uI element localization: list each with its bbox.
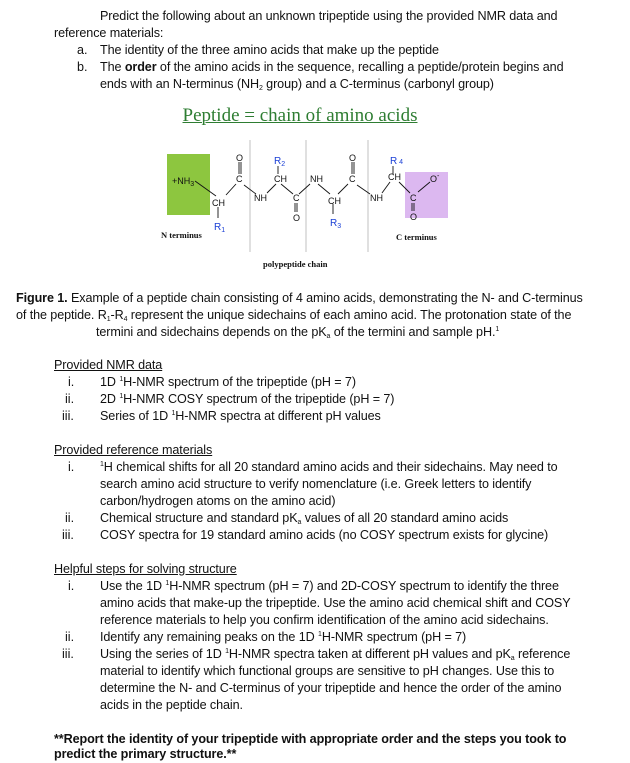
- svg-text:C: C: [349, 174, 356, 184]
- text: H-NMR spectrum (pH = 7) and 2D-COSY spectrum to identify the three: [169, 579, 559, 593]
- order-emphasis: order: [124, 60, 157, 74]
- step-1-line-2: amino acids that make-up the tripeptide. Use the amino acid chemical shift and COSY: [100, 596, 571, 610]
- c-terminus-label: C terminus: [396, 232, 437, 242]
- text: termini and sidechains depends on the pK: [96, 325, 327, 339]
- svg-text:R1: $R_1$: [214, 222, 226, 234]
- steps-heading: Helpful steps for solving structure: [54, 562, 237, 576]
- question-b-line-2: [100, 76, 494, 93]
- svg-text:C: C: [293, 193, 300, 203]
- text: -R: [110, 308, 124, 322]
- nmr-item-3: [100, 408, 381, 425]
- list-marker: i.: [68, 375, 75, 389]
- list-marker: i.: [68, 460, 75, 474]
- text: of the amino acids in the sequence, recalling a peptide/protein begins and: [156, 60, 564, 74]
- text: The: [100, 60, 125, 74]
- svg-text:O: O: [410, 212, 418, 222]
- figure-title: Peptide = chain of amino acids: [182, 105, 418, 126]
- text: Identify any remaining peaks on the 1D: [100, 630, 319, 644]
- subscript: 1: [106, 316, 111, 323]
- superscript: 1: [119, 393, 124, 400]
- subscript: 4: [123, 316, 128, 323]
- nh3-group: $+NH_3$: [172, 176, 195, 188]
- step-1: [100, 578, 559, 595]
- svg-text:O: O: [349, 153, 357, 163]
- text: H-NMR spectrum of the tripeptide (pH = 7): [123, 375, 356, 389]
- superscript: 1: [100, 461, 104, 468]
- text: reference: [514, 647, 571, 661]
- intro-line-1: Predict the following about an unknown tripeptide using the provided NMR data and: [100, 9, 558, 23]
- svg-text:C: C: [236, 174, 243, 184]
- superscript: 1: [165, 580, 170, 587]
- list-marker: a.: [77, 43, 88, 57]
- step-2: [100, 629, 466, 646]
- reference-heading: Provided reference materials: [54, 443, 213, 457]
- step-1-line-3: reference materials to help you confirm identification of the amino acid sidechains.: [100, 613, 549, 627]
- polypeptide-chain-label: polypeptide chain: [263, 259, 328, 269]
- reference-item-3: COSY spectra for 19 standard amino acids (no COSY spectrum exists for glycine): [100, 528, 549, 542]
- reference-item-2: [100, 510, 508, 527]
- caption-label: Figure 1.: [16, 291, 68, 305]
- superscript: 1: [119, 376, 124, 383]
- text: of the peptide. R: [16, 308, 107, 322]
- intro-line-2: reference materials:: [54, 26, 164, 40]
- list-marker: iii.: [62, 528, 74, 542]
- text: Chemical structure and standard pK: [100, 511, 298, 525]
- figure-caption-line-2: [16, 307, 571, 324]
- text: H chemical shifts for all 20 standard amino acids and their sidechains. May need to: [103, 460, 558, 474]
- peptide-structure-svg: [150, 100, 450, 275]
- nmr-item-2: [100, 391, 394, 408]
- step-3-line-3: determine the N- and C-terminus of your tripeptide and hence the order of the amino: [100, 681, 562, 695]
- text: ends with an N-terminus (NH: [100, 77, 259, 91]
- final-instruction-line-1: **Report the identity of your tripeptide with appropriate order and the steps you took to: [54, 732, 567, 746]
- svg-text:CH: CH: [212, 198, 225, 208]
- svg-text:O: O: [236, 153, 244, 163]
- text: H-NMR COSY spectrum of the tripeptide (pH = 7): [123, 392, 395, 406]
- svg-text:NH: NH: [254, 193, 267, 203]
- text: Example of a peptide chain consisting of 4 amino acids, demonstrating the N- and C-terminus: [67, 291, 583, 305]
- text: H-NMR spectra at different pH values: [175, 409, 381, 423]
- text: 1D: [100, 375, 120, 389]
- svg-text:R 4: R 4: [390, 156, 404, 167]
- svg-text:NH: NH: [370, 193, 383, 203]
- final-instruction-line-2: predict the primary structure.**: [54, 747, 237, 761]
- list-marker: ii.: [65, 630, 75, 644]
- svg-text:CH: CH: [274, 174, 287, 184]
- subscript: a: [297, 519, 302, 526]
- nmr-item-1: [100, 374, 356, 391]
- svg-text:R3: $R_3$: [330, 218, 342, 230]
- list-marker: b.: [77, 60, 88, 74]
- nmr-data-heading: Provided NMR data: [54, 358, 163, 372]
- list-marker: ii.: [65, 511, 75, 525]
- step-3-line-2: material to identify which functional groups are sensitive to pH changes. Use this to: [100, 664, 555, 678]
- svg-text:C: C: [410, 193, 417, 203]
- text: Using the series of 1D: [100, 647, 226, 661]
- list-marker: iii.: [62, 647, 74, 661]
- superscript: 1: [171, 410, 176, 417]
- svg-text:R2: $R_2$: [274, 156, 286, 168]
- list-marker: i.: [68, 579, 75, 593]
- subscript: a: [326, 333, 331, 340]
- question-a: The identity of the three amino acids that make up the peptide: [100, 43, 439, 57]
- subscript: 2: [258, 85, 263, 92]
- list-marker: ii.: [65, 392, 75, 406]
- figure-caption-line-1: [16, 290, 583, 307]
- subscript: a: [510, 655, 515, 662]
- text: 2D: [100, 392, 120, 406]
- svg-text:CH: CH: [328, 196, 341, 206]
- svg-text:O: O: [293, 213, 301, 223]
- reference-item-1-line-2: search amino acid structure to verify nomenclature (i.e. Greek letters to identify: [100, 477, 532, 491]
- text: values of all 20 standard amino acids: [301, 511, 509, 525]
- text: Use the 1D: [100, 579, 166, 593]
- list-marker: iii.: [62, 409, 74, 423]
- step-3-line-4: acids in the peptide chain.: [100, 698, 243, 712]
- reference-item-1: [100, 459, 558, 476]
- reference-item-1-line-3: carbon/hydrogen atoms on the amino acid): [100, 494, 336, 508]
- n-terminus-label: N terminus: [161, 230, 202, 240]
- superscript: 1: [225, 648, 229, 655]
- svg-text:O-: O-: [430, 173, 440, 184]
- text: of the termini and sample pH.: [330, 325, 496, 339]
- svg-text:CH: CH: [388, 172, 401, 182]
- step-3: [100, 646, 570, 663]
- question-b: [100, 59, 564, 76]
- footnote-ref: 1: [495, 326, 500, 333]
- text: group) and a C-terminus (carbonyl group): [262, 77, 494, 91]
- superscript: 1: [318, 631, 322, 638]
- text: H-NMR spectra taken at different pH values and pK: [228, 647, 511, 661]
- figure-caption-line-3: [96, 324, 499, 341]
- svg-text:NH: NH: [310, 174, 323, 184]
- text: represent the unique sidechains of each amino acid. The protonation state of the: [127, 308, 572, 322]
- text: Series of 1D: [100, 409, 172, 423]
- text: H-NMR spectrum (pH = 7): [321, 630, 467, 644]
- peptide-diagram: [150, 100, 450, 275]
